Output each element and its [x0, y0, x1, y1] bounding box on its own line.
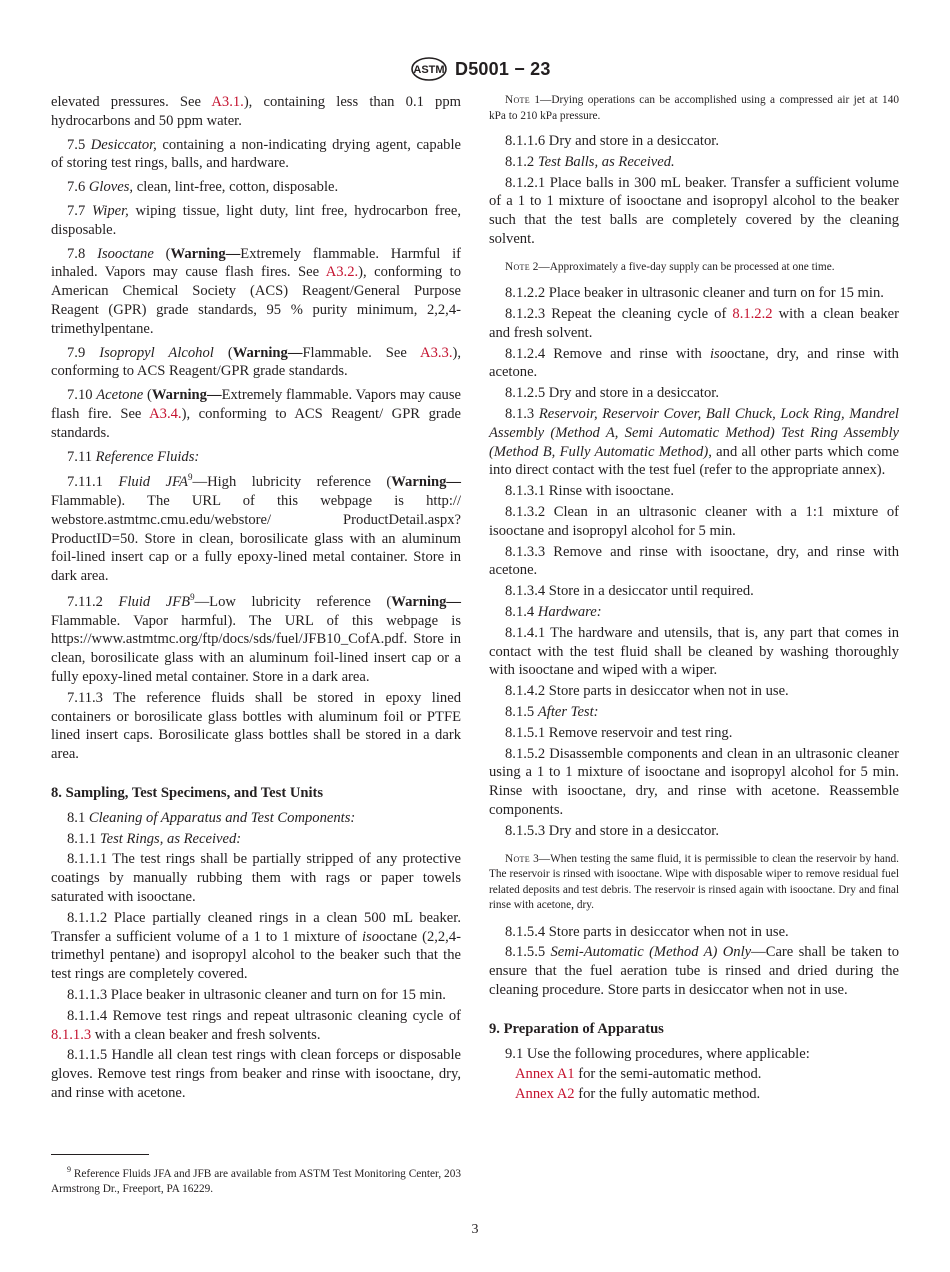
paragraph-7-10: 7.10 Acetone (Warning—Extremely flammable. Vapors may cause flash fire. See A3.4.), conforming to ACS Reagent/ GPR grade standards. [51, 387, 461, 441]
logo-text: ASTM [413, 64, 445, 76]
paragraph-7-11: 7.11 Reference Fluids: [67, 448, 200, 465]
paragraph-8-1-2-1: 8.1.2.1 Place balls in 300 mL beaker. Transfer a sufficient volume of a 1 to 1 mixture of isooctane and isopropyl alcohol to the beaker such that the test balls are completely covered by the cleaning solvent. [489, 174, 899, 247]
note-2: Note 2—Approximately a five-day supply can be processed at one time. [505, 260, 835, 273]
section-9-heading: 9. Preparation of Apparatus [489, 1020, 664, 1037]
paragraph-7-9: 7.9 Isopropyl Alcohol (Warning—Flammable. See A3.3.), conforming to ACS Reagent/GPR grade standards. [51, 344, 461, 380]
note-3: Note 3—When testing the same fluid, it is permissible to clean the reservoir by hand. The reservoir is rinsed with isooctane. Wipe with disposable wiper to remove residual fuel related deposits and test debris. The reservoir is rinsed again with isooctane. Dry and final rinse with acetone, dry. [489, 852, 899, 912]
link-annex-a1[interactable]: Annex A1 [515, 1066, 575, 1083]
link-annex-a2[interactable]: Annex A2 [515, 1086, 575, 1103]
paragraph-8-1-5-2: 8.1.5.2 Disassemble components and clean in an ultrasonic cleaner using a 1 to 1 mixture of isooctane and isopropyl alcohol for 5 min. Rinse with isooctane, dry, and rinse with acetone. Reassemble components. [489, 745, 899, 818]
link-a3-3[interactable]: A3.3. [420, 344, 453, 361]
paragraph-7-6: 7.6 Gloves, clean, lint-free, cotton, disposable. [67, 179, 339, 196]
link-a3-4[interactable]: A3.4. [149, 405, 182, 422]
link-a3-1[interactable]: A3.1. [211, 94, 244, 110]
paragraph-7-8: 7.8 Isooctane (Warning—Extremely flammable. Harmful if inhaled. Vapors may cause flash fires. See A3.2.), conforming to American Chemical Society (ACS) Reagent/General Purpose Reagent (GPR) grade standards, 95 % purity minimum, 2,2,4-trimethylpentane. [51, 245, 462, 337]
paragraph-8-1-1-4: 8.1.1.4 Remove test rings and repeat ultrasonic cleaning cycle of 8.1.1.3 with a clean beaker and fresh solvents. [51, 1007, 461, 1043]
paragraph-8-1-3-4: 8.1.3.4 Store in a desiccator until required. [505, 583, 754, 600]
paragraph-8-1: 8.1 Cleaning of Apparatus and Test Components: [67, 809, 356, 826]
paragraph-8-1-3-1: 8.1.3.1 Rinse with isooctane. [505, 483, 675, 500]
note-1: Note 1—Drying operations can be accomplished using a compressed air jet at 140 kPa to 210 kPa pressure. [489, 94, 899, 122]
link-a3-2[interactable]: A3.2. [325, 264, 359, 281]
paragraph-9-1: 9.1 Use the following procedures, where applicable: [505, 1045, 810, 1062]
right-column [489, 93, 899, 1105]
paragraph-8-1-5: 8.1.5 After Test: [505, 704, 599, 721]
annex-a1-line: Annex A1 for the semi-automatic method. [515, 1066, 762, 1083]
link-8-1-2-2[interactable]: 8.1.2.2 [732, 306, 773, 323]
link-8-1-1-3[interactable]: 8.1.1.3 [51, 1026, 92, 1043]
section-8-heading: 8. Sampling, Test Specimens, and Test Units [51, 785, 324, 802]
paragraph-8-1-5-1: 8.1.5.1 Remove reservoir and test ring. [505, 724, 733, 741]
paragraph-7-11-1: 7.11.1 Fluid JFA$^9$—High lubricity reference (Warning—Flammable). The URL of this webpage is http:// webstore.astmtmc.cmu.edu/webstore/ ProductDetail.aspx?ProductID=50. Store in clean, borosilicate glass with an aluminum foil-lined insert cap or a fully epoxy-lined metal container. Store in dark area. [51, 472, 462, 585]
paragraph-8-1-1-5: 8.1.1.5 Handle all clean test rings with clean forceps or disposable gloves. Remove test rings from beaker and rinse with isooctane, dry, and rinse with acetone. [51, 1047, 461, 1101]
paragraph-8-1-5-3: 8.1.5.3 Dry and store in a desiccator. [505, 822, 719, 839]
document-designation: D5001 − 23 [455, 59, 551, 79]
paragraph-8-1-3-2: 8.1.3.2 Clean in an ultrasonic cleaner with a 1:1 mixture of isooctane and isopropyl alcohol for 5 min. [489, 504, 899, 539]
paragraph-8-1-3-3: 8.1.3.3 Remove and rinse with isooctane, dry, and rinse with acetone. [489, 543, 899, 579]
footnote-9: $^9$ Reference Fluids JFA and JFB are available from ASTM Test Monitoring Center, 203 Armstrong Dr., Freeport, PA 16229. [51, 1165, 461, 1196]
paragraph-8-1-5-4: 8.1.5.4 Store parts in desiccator when not in use. [505, 923, 789, 940]
page-number: 3 [471, 1222, 479, 1237]
paragraph-7-5: 7.5 Desiccator, containing a non-indicating drying agent, capable of storing test rings, balls, and hardware. [51, 136, 462, 172]
paragraph-8-1-1-2: 8.1.1.2 Place partially cleaned rings in a clean 500 mL beaker. Transfer a sufficient volume of a 1 to 1 mixture of isooctane (2,2,4-trimethyl pentane) and isopropyl alcohol to the beaker such that the test rings are completely covered. [51, 909, 461, 983]
paragraph-8-1-2: 8.1.2 Test Balls, as Received. [505, 153, 675, 170]
astm-logo [409, 56, 449, 82]
paragraph-8-1-4-2: 8.1.4.2 Store parts in desiccator when not in use. [505, 683, 789, 700]
paragraph-7-11-2: 7.11.2 Fluid JFB$^9$—Low lubricity reference (Warning—Flammable. Vapor harmful). The URL of this webpage is https://www.astmtmc.org/ftp/docs/sds/fuel/JFB10_CofA.pdf. Store in clean, borosilicate glass with an aluminum foil-lined insert cap or a fully epoxy-lined metal container. Store in a dark area. [51, 591, 462, 686]
paragraph-8-1-1-3: 8.1.1.3 Place beaker in ultrasonic cleaner and turn on for 15 min. [67, 986, 446, 1003]
paragraph-7-4-cont: elevated pressures. See A3.1.), containing less than 0.1 ppm hydrocarbons and 50 ppm water. [51, 94, 462, 129]
paragraph-8-1-2-4: 8.1.2.4 Remove and rinse with isooctane, dry, and rinse with acetone. [489, 345, 899, 381]
paragraph-8-1-1: 8.1.1 Test Rings, as Received: [67, 830, 242, 847]
paragraph-8-1-4: 8.1.4 Hardware: [505, 604, 602, 621]
paragraph-8-1-5-5: 8.1.5.5 Semi-Automatic (Method A) Only—Care shall be taken to ensure that the fuel aeration tube is rinsed and dried during the cleaning procedure. Store parts in desiccator when not in use. [489, 944, 900, 998]
paragraph-8-1-2-5: 8.1.2.5 Dry and store in a desiccator. [505, 385, 719, 402]
paragraph-8-1-2-3: 8.1.2.3 Repeat the cleaning cycle of 8.1.2.2 with a clean beaker and fresh solvent. [489, 306, 900, 341]
footnote-rule [51, 1154, 149, 1155]
left-column [51, 93, 461, 1105]
paragraph-8-1-1-1: 8.1.1.1 The test rings shall be partially stripped of any protective coatings by manually rubbing them with rags or paper towels saturated with isooctane. [51, 851, 461, 905]
paragraph-8-1-2-2: 8.1.2.2 Place beaker in ultrasonic cleaner and turn on for 15 min. [505, 285, 884, 302]
paragraph-7-11-3: 7.11.3 The reference fluids shall be stored in epoxy lined containers or borosilicate glass bottles with aluminum foil or PTFE lined insert caps. Borosilicate glass bottles shall be stored in a dark area. [51, 689, 461, 763]
annex-a2-line: Annex A2 for the fully automatic method. [515, 1086, 761, 1103]
page-header [0, 56, 950, 86]
paragraph-8-1-4-1: 8.1.4.1 The hardware and utensils, that is, any part that comes in contact with the test fluid shall be cleaned by washing thoroughly with isooctane and wiped with a wiper. [489, 624, 899, 679]
paragraph-8-1-1-6: 8.1.1.6 Dry and store in a desiccator. [505, 133, 719, 149]
paragraph-7-7: 7.7 Wiper, wiping tissue, light duty, lint free, hydrocarbon free, disposable. [51, 202, 461, 238]
paragraph-8-1-3: 8.1.3 Reservoir, Reservoir Cover, Ball Chuck, Lock Ring, Mandrel Assembly (Method A, Semi Automatic Method) Test Ring Assembly (Method B, Fully Automatic Method), and all other parts which come into direct contact with the test fuel (refer to the appropriate annex). [489, 406, 900, 479]
